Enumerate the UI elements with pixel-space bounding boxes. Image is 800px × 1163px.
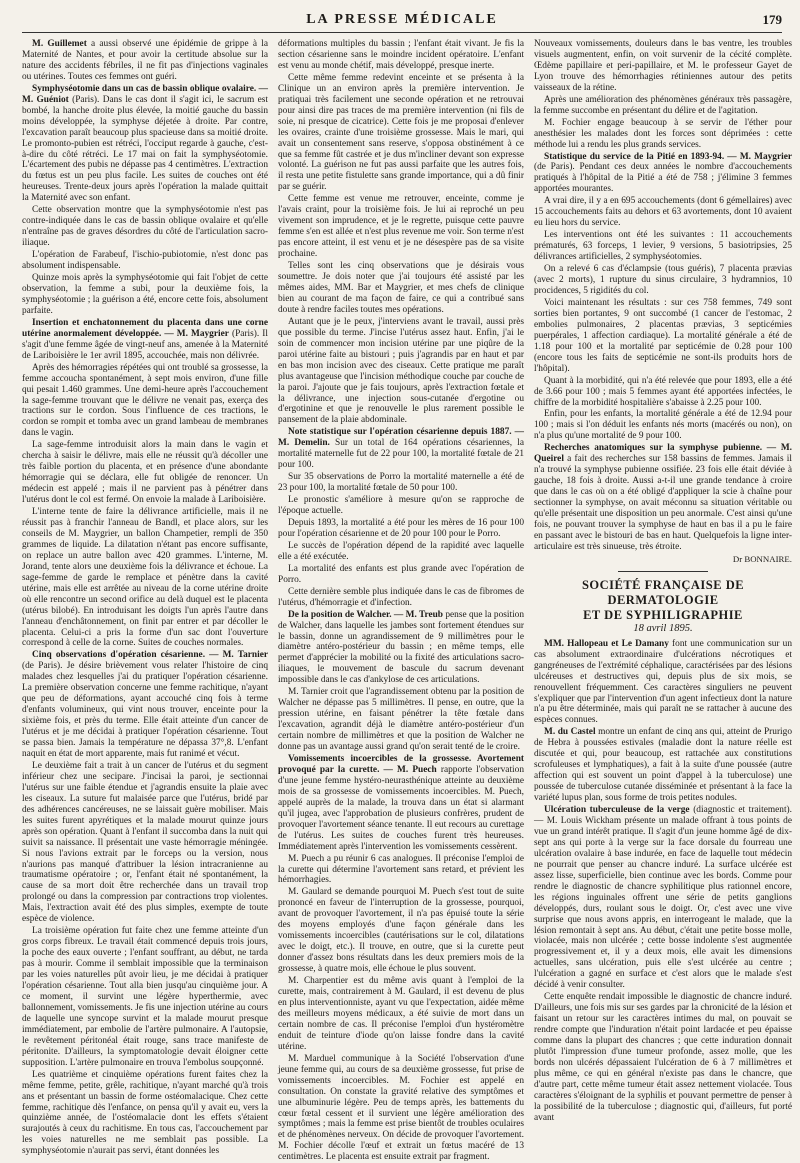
paragraph-text: Les interventions ont été les suivantes : 11 accouchements prématurés, 63 forceps, 1 levier, 9 versions, 5 basiotripsies, 25 délivrances artificielles, 2 symphyséotomies.	[534, 230, 792, 263]
paragraph-text: Autant que je le peux, j'interviens avant le travail, aussi près que possible du terme. J'incise l'utérus assez haut. Enfin, j'ai le soin de commencer mon incision utérine par une piqûre de la paroi utérine faite au bistouri ; puis j'agrandis par en haut et par en bas mon incision avec des ciseaux. Cette pratique me paraît plus avantageuse que l'incision méthodique couche par couche de la paroi. J'ajoute que je fais toujours, après l'extraction fœtale et la délivrance, une injection sous-cutanée d'ergotine ou d'ergotinine et que je renouvelle le plus rarement possible le pansement de la plaie abdominale.	[278, 316, 524, 426]
society-date: 18 avril 1895.	[633, 622, 693, 634]
paragraph-text: rapporte l'observation d'une jeune femme hystéro-neurasthénique atteinte au deuxième mois de sa grossesse de vomissements incoercibles. M. Puech, appelé auprès de la malade, la trouva dans un état si alarmant qu'il jugea, avec l'approbation de plusieurs confrères, prudent de provoquer l'avortement séance tenante. Il eut recours au curettage de l'utérus. Les suites de couches furent très heureuses. Immédiatement après l'intervention les vomissements cessèrent.	[278, 764, 524, 852]
paragraph	[534, 230, 792, 263]
paragraph	[278, 587, 524, 609]
paragraph-text: (de Paris). Je désire brièvement vous relater l'histoire de cinq malades chez lesquelles j'ai du pratiquer l'opération césarienne. La première observation concerne une femme rachitique, n'ayant que peu de déformations, ayant accouché cinq fois à terme d'enfants volumineux, qui vint nous trouver, enceinte pour la sixième fois, et près du terme. Elle était atteinte d'un cancer de l'utérus et je me décidai à pratiquer l'opération césarienne. Tout se passa bien. Jamais la température ne dépassa 37°,8. L'enfant naquit en état de mort apparente, mais fut ranimé et vécut.	[22, 661, 268, 759]
society-title-line-1: SOCIÉTÉ FRANÇAISE DE DERMATOLOGIE	[581, 577, 745, 607]
paragraph-heading: Vomissements incoercibles de la grossesse. Avortement provoqué par la curette. — M. Puech	[278, 754, 524, 775]
paragraph	[534, 376, 792, 409]
masthead: LA PRESSE MÉDICALE	[306, 12, 498, 27]
paragraph	[278, 687, 524, 753]
paragraph-text: Cette dernière semble plus indiquée dans le cas de fibromes de l'utérus, d'hémorragie et d'infection.	[278, 586, 524, 608]
paragraph-text: a fait des recherches sur 158 bassins de femmes. Jamais il n'a trouvé la symphyse pubienne ossifiée. 23 fois elle était déviée à gauche, 18 fois à droite. Aussi a-t-il une grande tendance à croire que dans le cas où on a été obligé d'appliquer la scie à chaîne pour sectionner la symphyse, on avait méconnu sa situation véritable ou qu'elle présentait une disposition un peu anormale. C'est ainsi qu'une fois, ne pouvant trouver la symphyse de haut en bas il a pu le faire en passant avec le bistouri de bas en haut. Quelquefois la ligne inter-articulaire est très sinueuse, très étroite.	[534, 454, 792, 552]
paragraph	[22, 273, 268, 317]
paragraph-text: M. Tarnier croit que l'agrandissement obtenu par la position de Walcher ne dépasse pas 5 millimètres. Il pense, en outre, que la pression utérine, en faisant pénétrer la tête fœtale dans l'excavation, agrandit déjà le diamètre antéro-postérieur d'un certain nombre de millimètres et que la position de Walcher ne donne pas un avantage aussi grand qu'on serait tenté de le croire.	[278, 687, 524, 753]
paragraph	[22, 318, 268, 362]
paragraph	[22, 39, 268, 83]
paragraph-text: Quant à la morbidité, qui n'a été relevée que pour 1893, elle a été de 3.66 pour 100 ; mais 5 femmes ayant été apportées infectées, le chiffre de la morbidité hospitalière s'abaisse à 2.25 pour 100.	[534, 375, 792, 408]
paragraph	[534, 152, 792, 196]
paragraph	[534, 992, 792, 1123]
paragraph-text: Le deuxième fait a trait à un cancer de l'utérus et du segment inférieur chez une secipare. J'incisai la paroi, je sectionnai l'utérus sur une faible étendue et j'agrandis ensuite la plaie avec les ciseaux. La suture fut malaisée parce que l'utérus, bridé par des adhérences cancéreuses, ne se laissait guère mobiliser. Mais les suites furent apyrétiques et la malade mourut quinze jours après son opération. Quant à l'enfant il succomba dans la nuit qui suivit sa naissance. Il présentait une vaste hémorragie méningée. Si nous l'avions extrait par le forceps ou la version, nous n'aurions pas manqué d'attribuer la lésion intracranienne au traumatisme opératoire ; or, l'enfant était né spontanément, la cause de sa mort doit être recherchée dans un travail trop prolongé ou dans la compression par contractions trop violentes. Mais, l'extraction avait été des plus simples, exempte de toute espèce de violence.	[22, 760, 268, 925]
paragraph-text: Après une amélioration des phénomènes généraux très passagère, la femme succombe en présentant du délire et de l'agitation.	[534, 94, 792, 116]
paragraph-text: déformations multiples du bassin ; l'enfant était vivant. Je fis la section césarienne sans le moindre incident opératoire. L'enfant est venu au monde chétif, mais développé, presque inerte.	[278, 39, 524, 71]
paragraph	[534, 95, 792, 117]
paragraph-text: Cette enquête rendait impossible le diagnostic de chancre induré. D'ailleurs, une fois mis sur ses gardes par la chronicité de la lésion et faisant un retour sur les caractères intimes du mal, on pouvait se rendre compte que l'induration n'était point lardacée et peu épaisse comme dans la plupart des chancres ; que cette induration donnait plutôt l'impression d'une tumeur profonde, assez molle, que les bords non ulcérés dépassaient l'ulcération de 6 à 7 millimètres et plus même, ce qui en général n'existe pas dans le chancre, que d'autre part, cette même tumeur était assez nettement violacée. Tous caractères s'éloignant de la syphilis et pouvant permettre de penser à la possibilité de la tuberculose ; diagnostic qui, d'ailleurs, fut porté avant	[534, 992, 792, 1123]
paragraph-heading: M. du Castel	[544, 727, 596, 738]
paragraph	[22, 440, 268, 506]
column-3-obstetrics	[534, 39, 792, 553]
paragraph-text: pense que la position de Walcher, dans laquelle les jambes sont fortement étendues sur le bassin, donne un agrandissement de 9 millimètres pour le diamètre antéro-postérieur du bassin ; en même temps, elle permet d'apprécier la mobilité ou la fixité des articulations sacro-iliaques, le mouvement de bascule du sacrum devenant impossible dans le cas d'ankylose de ces articulations.	[278, 609, 525, 686]
paragraph	[278, 194, 524, 260]
paragraph	[22, 363, 268, 440]
paragraph-text: Cette même femme redevint enceinte et se présenta à la Clinique un an environ après la première intervention. Je pratiquai très facilement une seconde opération et ne retrouvai pour ainsi dire pas traces de ma première intervention (ni fils de soie, ni presque de cicatrice). Cette fois je me proposai d'enlever les ovaires, crainte d'une troisième grossesse. Mais le mari, qui avait un consentement sans reserve, s'opposa obstinément à ce que sa femme fût castrée et je dus m'incliner devant son expresse volonté. La guérison ne fut pas aussi parfaite que les autres fois, il resta une petite fistulette sans grande importance, qui a dû finir par se guérir.	[278, 72, 524, 193]
section-divider	[618, 571, 708, 572]
paragraph-text: font une communication sur un cas absolument extraordinaire d'ulcérations nécrotiques et gangréneuses de l'extrémité céphalique, caractérisées par des lésions ulcéreuses et destructives qui, depuis plus de six mois, se renouvellent fréquemment. Ces caractères singuliers ne peuvent s'expliquer que par l'intervention d'un agent infectieux dont la nature n'a pu être déterminée, mais qui paraît ne se rattacher à aucune des espèces connues.	[534, 638, 792, 726]
paragraph	[278, 610, 524, 687]
paragraph-text: M. Charpentier est du même avis quant à l'emploi de la curette, mais, contrairement à M. Gaulard, il est devenu de plus en plus interventionniste, ayant vu que l'expectation, aidée même des meilleurs moyens médicaux, a été suivie de mort dans un certain nombre de cas. Il préconise l'emploi d'un hystéromètre enduit de teinture d'iode qu'on laisse fondre dans la cavité utérine.	[278, 976, 524, 1052]
paragraph	[534, 805, 792, 991]
paragraph-text: Cette observation montre que la symphyséotomie n'est pas contre-indiquée dans le cas de bassin oblique ovalaire et qu'elle n'entraîne pas de graves désordres du côté de l'articulation sacro-iliaque.	[22, 205, 268, 249]
paragraph	[278, 976, 524, 1053]
paragraph	[278, 518, 524, 540]
paragraph	[278, 73, 524, 193]
paragraph	[22, 761, 268, 925]
paragraph-text: (de Paris). Pendant ces deux années le nombre d'accouchements pratiqués à l'hôpital de la Pitié a été de 758 ; j'élimine 3 femmes apportées mourantes.	[534, 162, 792, 195]
paragraph-text: M. Fochier engage beaucoup à se servir de l'éther pour anesthésier les malades dont les forces sont déprimées : cette méthode lui a rendu les plus grands services.	[534, 117, 792, 150]
paragraph-heading: Cinq observations d'opération césarienne. — M. Tarnier	[32, 650, 268, 661]
paragraph	[534, 39, 792, 94]
paragraph-text: Le pronostic s'améliore à mesure qu'on se rapproche de l'époque actuelle.	[278, 495, 524, 517]
paragraph-text: M. Marduel communique à la Société l'observation d'une jeune femme qui, au cours de sa deuxième grossesse, fut prise de vomissements incoercibles. M. Fochier est appelé en consultation. On constate la gravité relative des symptômes et une albuminurie légère. Peu de temps après, les battements du cœur fœtal cessent et il survient une légère amélioration des symptômes ; mais la femme est prise bientôt de troubles oculaires et de phénomènes nerveux. On décide de provoquer l'avortement. M. Fochier décolle l'œuf et extrait un fœtus macéré de 13 centimètres. Le placenta est ensuite extrait par fragment.	[278, 1053, 524, 1163]
paragraph-heading: MM. Hallopeau et Le Damany	[544, 638, 669, 649]
society-title	[534, 578, 792, 623]
paragraph-text: montre un enfant de cinq ans qui, atteint de Prurigo de Hebra à poussées estivales (maladie dont la nature réelle est discutée et qui, pour beaucoup, est rattachée aux constitutions scrofuleuses et lymphatiques), a fait à la suite d'une poussée (autre affection qui est souvent un point d'appel à la tuberculose) une poussée de tuberculose cutanée disséminée et présentant à la face la variété lupus plan, sous forme de trois petites nodules.	[534, 727, 792, 804]
paragraph	[534, 443, 792, 553]
column-3-dermatology	[534, 639, 792, 1124]
column-2	[278, 39, 525, 1163]
paragraph	[22, 1070, 268, 1158]
paragraph	[22, 507, 268, 649]
paragraph-text: M. Gaulard se demande pourquoi M. Puech s'est tout de suite prononcé en faveur de l'interruption de la grossesse, pourquoi, avant de provoquer l'avortement, il n'a pas épuisé toute la série des moyens employés d'une façon générale dans les vomissements incoercibles (cautérisations sur le col, dilatations avec le doigt, etc.). Il trouve, en outre, que si la curette peut donner d'assez bons résultats dans les deux premiers mois de la grossesse, à quatre mois, elle échoue le plus souvent.	[278, 887, 524, 975]
paragraph-text: Sur 35 observations de Porro la mortalité maternelle a été de 23 pour 100, la mortalité fœtale de 50 pour 100.	[278, 472, 524, 494]
paragraph-text: La troisième opération fut faite chez une femme atteinte d'un gros corps fibreux. Le travail était commencé depuis trois jours, la poche des eaux ouverte ; l'enfant souffrant, au début, ne tarda pas à mourir. Comme il semblait impossible que la terminaison par les voies naturelles pût avoir lieu, je me décidai à pratiquer l'opération césarienne. Tout alla bien jusqu'au cinquième jour. A ce moment, il survint une légère hyperthermie, avec ballonnement, vomissements. Je fis une injection utérine au cours de laquelle une syncope survint et la malade mourut presque immédiatement, par embolie de l'artère pulmonaire. A l'autopsie, le revêtement péritonéal était rouge, sans trace manifeste de péritonite. D'ailleurs, la symptomatologie devait éloigner cette supposition. L'artère pulmonaire en trouva l'embolus soupçonné.	[22, 926, 268, 1068]
paragraph	[534, 639, 792, 727]
paragraph	[22, 205, 268, 249]
paragraph-text: Cette femme est venue me retrouver, enceinte, comme je l'avais craint, pour la troisième fois. Je lui ai reproché un peu vivement son imprudence, et je le regrette, puisque cette pauvre femme s'en est allée et n'est plus revenue me voir. Son terme n'est pas encore atteint, il est venu et je ne désespère pas de sa visite prochaine.	[278, 194, 524, 260]
paragraph-text: Quinze mois après la symphyséotomie qui fait l'objet de cette observation, la femme a subi, pour la deuxième fois, la symphyséotomie ; la guérison a été, encore cette fois, absolument parfaite.	[22, 273, 268, 316]
paragraph	[278, 317, 524, 427]
paragraph-text: M. Puech a pu réunir 6 cas analogues. Il préconise l'emploi de la curette qui détermine l'avortement sans retard, et prévient les hémorrhagies.	[278, 853, 524, 886]
paragraph-text: (diagnostic et traitement). — M. Louis Wickham présente un malade offrant à tous points de vue un grand intérêt pratique. Il s'agit d'un jeune homme âgé de dix-sept ans qui porte à la verge sur la face dorsale du fourreau une ulcération ovalaire à base indurée, en face de laquelle tout médecin ne pourrait que penser au chancre induré. La surface ulcérée est assez lisse, superficielle, bien continue avec les bords. Comme pour rendre le diagnostic de chancre syphilitique plus rationnel encore, les régions inguinales offrent une série de petits ganglions développés, durs, roulant sous le doigt. Or, c'est avec une vive surprise que nous avons appris, en interrogeant le malade, que la lésion remontait à sept ans. Au début, c'était une petite bosse molle, violacée, mais non ulcérée ; cette bosse indolente s'est augmentée progressivement et, il y a deux mois, elle avait les dimensions actuelles, sans ulcération, puis elle s'est ulcérée au centre ; l'ulcération a gagné en surface et c'est alors que le malade s'est décidé à venir consulter.	[534, 805, 792, 991]
paragraph	[22, 250, 268, 272]
author-signature: Dr BONNAIRE.	[732, 553, 792, 564]
paragraph-heading: De la position de Walcher. — M. Treub	[288, 609, 444, 620]
paragraph-text: (Paris). Dans le cas dont il s'agit ici, le sacrum est bombé, la hanche droite plus élevée, la moitié gauche du bassin moins développée, la symphyse déjetée à droite. Par contre, l'excavation paraît beaucoup plus spacieuse dans sa moitié droite. Le promonto-pubien est rétréci, l'occiput regarde à gauche, c'est-à-dire du côté rétréci. Le 17 mai on fait la symphyséotomie. L'écartement des pubis ne dépasse pas 4 centimètres. L'extraction du fœtus est un peu plus facile. Les suites de couches ont été heureuses. Trente-deux jours après l'opération la malade quittait la Maternité avec son enfant.	[22, 94, 268, 204]
paragraph	[534, 409, 792, 442]
paragraph-text: Le succès de l'opération dépend de la rapidité avec laquelle elle a été exécutée.	[278, 540, 524, 562]
column-1	[22, 39, 269, 1157]
paragraph-text: Telles sont les cinq observations que je désirais vous soumettre. Je dois noter que j'ai toujours été assisté par les mêmes aides, MM. Bar et Maygrier, et mes chefs de clinique bien au courant de ma façon de faire, ce qui a contribué sans doute à rendre faciles toutes mes opérations.	[278, 261, 524, 315]
paragraph-text: Enfin, pour les enfants, la mortalité générale a été de 12.94 pour 100 ; mais si l'on déduit les enfants nés morts (macérés ou non), on n'a plus qu'une mortalité de 9 pour 100.	[534, 409, 792, 442]
paragraph	[534, 196, 792, 229]
paragraph-text: La sage-femme introduisit alors la main dans le vagin et chercha à saisir le délivre, mais elle ne réussit qu'à décoller une très faible portion du placenta, et en présence d'une abondante hémorragie qui se déclara, elle fut obligée de renoncer. Un médecin est appelé ; mais il ne parvient pas à pénétrer dans l'utérus dont le col est fermé. On envoie la malade à Lariboisière.	[22, 440, 268, 506]
paragraph-heading: Symphyséotomie dans un cas de bassin oblique ovalaire. — M. Guéniot	[22, 83, 268, 105]
paragraph	[278, 854, 524, 887]
paragraph-text: Les quatrième et cinquième opérations furent faites chez la même femme, petite, grêle, rachitique, n'ayant marché qu'à trois ans et présentant un bassin de forme ostéomalacique. Chez cette femme, rachitique dès l'enfance, on pensa qu'il y avait eu, vers la quinzième année, de l'ostéomalacie dont les effets s'étaient surajoutés à ceux du rachitisme. En tous cas, l'accouchement par les voies naturelles ne me semblait pas possible. La symphyséotomie n'aurait pas servi, étant données les	[22, 1069, 268, 1157]
paragraph-text: L'opération de Farabeuf, l'ischio-pubiotomie, n'est donc pas absolument indispensable.	[22, 250, 268, 272]
page-number: 179	[762, 12, 782, 27]
paragraph-heading: Ulcération tuberculeuse de la verge	[544, 805, 690, 816]
paragraph-text: On a relevé 6 cas d'éclampsie (tous guéris), 7 placenta prævias (avec 2 morts), 1 rupture du sinus circulaire, 3 hydramnios, 10 procidences, 5 rigidités du col.	[534, 264, 792, 296]
society-title-line-2: ET DE SYPHILIGRAPHIE	[583, 607, 743, 622]
paragraph	[278, 472, 524, 494]
paragraph	[22, 84, 268, 204]
paragraph	[278, 495, 524, 517]
paragraph-text: Voici maintenant les résultats : sur ces 758 femmes, 749 sont sorties bien portantes, 9 ont succombé (1 cancer de l'estomac, 2 embolies pulmonaires, 2 placentas prævias, 3 septicémies puerpérales, 1 affection cardiaque). La mortalité générale a été de 1.18 pour 100 et la mortalité par septicémie de 0.28 pour 100 (encore tous les faits de septicémie ne sont-ils produits hors de l'hôpital).	[534, 297, 792, 374]
paragraph-heading: Insertion et enchatonnement du placenta dans une corne utérine anormalement développée. — M. Maygrier	[22, 317, 268, 339]
paragraph	[534, 727, 792, 804]
paragraph-text: (Paris). Il s'agit d'une femme âgée de vingt-neuf ans, amenée à la Maternité de Lariboisière le 1er avril 1895, accouchée, mais non délivrée.	[22, 328, 268, 361]
paragraph	[534, 264, 792, 297]
paragraph	[534, 298, 792, 375]
paragraph-text: Depuis 1893, la mortalité a été pour les mères de 16 pour 100 pour l'opération césarienne et de 20 pour 100 pour le Porro.	[278, 517, 524, 539]
paragraph-heading: Note statistique sur l'opération césarienne depuis 1887. — M. Demelin.	[278, 427, 524, 449]
paragraph	[278, 427, 524, 471]
paragraph	[278, 564, 524, 586]
columns	[22, 39, 792, 1163]
paragraph	[278, 754, 524, 853]
paragraph-text: A vrai dire, il y a en 695 accouchements (dont 6 gémellaires) avec 15 accouchements faits au dehors et 63 avortements, dont 10 avaient eu lieu hors du service.	[534, 196, 792, 229]
paragraph-heading: Statistique du service de la Pitié en 1893-94. — M. Maygrier	[544, 151, 792, 162]
paragraph-heading: Recherches anatomiques sur la symphyse pubienne. — M. Queirel	[534, 443, 792, 465]
column-3	[534, 39, 792, 1123]
paragraph-text: a aussi observé une épidémie de grippe à la Maternité de Nantes, et pour avoir la certitude absolue sur la nature des accidents fébriles, il ne fit pas d'injections vaginales ou utérines. Toutes ces femmes ont guéri.	[22, 39, 269, 82]
paragraph	[278, 1054, 524, 1163]
paragraph	[534, 118, 792, 151]
page-header	[22, 10, 782, 33]
paragraph-text: Sur un total de 164 opérations césariennes, la mortalité maternelle fut de 22 pour 100, la mortalité fœtale de 21 pour 100.	[278, 438, 524, 471]
paragraph	[278, 261, 524, 316]
paragraph-text: Après des hémorragies répétées qui ont troublé sa grossesse, la femme accoucha spontanément, à sept mois environ, d'une fille qui pesait 1.460 grammes. Une demi-heure après l'accouchement la sage-femme trouvant que le délivre ne venait pas, exerça des tractions sur le cordon. Sous l'influence de ces tractions, le cordon se rompit et tomba avec un grand lambeau de membranes dans le vagin.	[22, 362, 268, 439]
paragraph-text: Nouveaux vomissements, douleurs dans le bas ventre, les troubles visuels augmentent, enfin, on voit survenir de la cécité complète. Œdème papillaire et peri-papillaire, et M. le professeur Gayet de Lyon trouve des hémorrhagies rétiniennes autour des petits vaisseaux de la rétine.	[534, 39, 792, 93]
paragraph-heading: M. Guillemet	[32, 39, 87, 49]
paragraph-text: L'interne tente de faire la délivrance artificielle, mais il ne réussit pas à franchir l'anneau de Bandl, et place alors, sur les conseils de M. Maygrier, un ballon Champetier, rempli de 350 grammes de liquide. La dilatation n'étant pas encore suffisante, on replace un autre ballon avec 420 grammes. L'interne, M. Jorand, tente alors une deuxième fois la délivrance et échoue. La sage-femme de garde le remplace et pénètre dans la cavité utérine, mais elle est arrêtée au niveau de la corne utérine droite où elle rencontre un second orifice au delà duquel est le placenta (utérus bilobé). En introduisant les doigts l'un après l'autre dans l'anneau d'enchâtonnement, on finit par entrer et par décoller le placenta. Celui-ci a pris la forme d'un sac dont l'ouverture correspond à celle de la corne. Suites de couches normales.	[22, 507, 268, 649]
paragraph	[278, 887, 524, 975]
paragraph	[22, 650, 268, 760]
paragraph	[22, 926, 268, 1068]
paragraph	[278, 541, 524, 563]
paragraph	[278, 39, 524, 72]
paragraph-text: La mortalité des enfants est plus grande avec l'opération de Porro.	[278, 563, 524, 585]
